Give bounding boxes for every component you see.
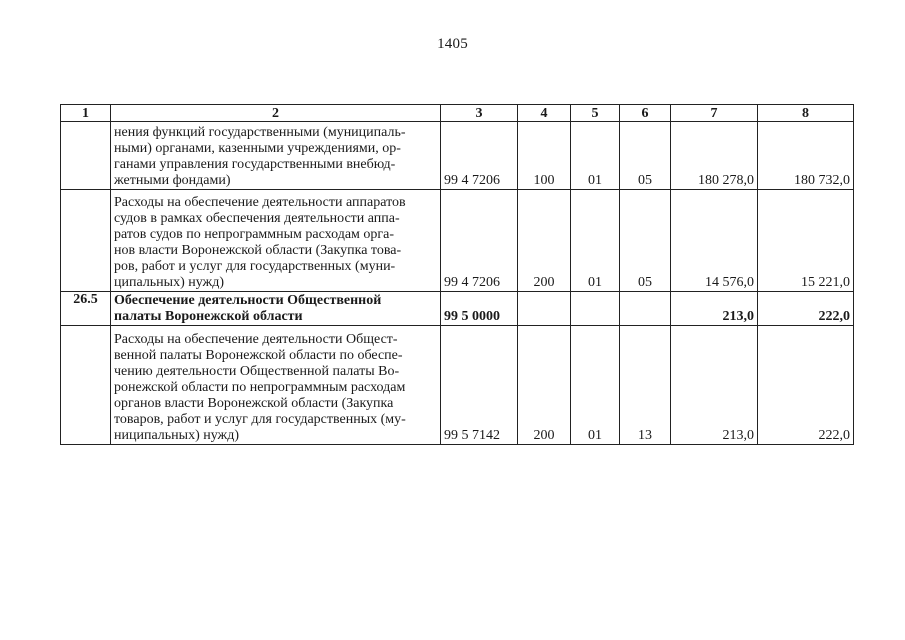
subsection-code: 05: [620, 190, 671, 292]
section-code: 01: [571, 190, 620, 292]
row-name-line: венной палаты Воронежской области по обеспе-: [114, 348, 403, 363]
amount-col8: 15 221,0: [758, 190, 854, 292]
target-article-code: 99 5 0000: [441, 292, 518, 326]
column-header: 1: [61, 105, 111, 122]
target-article-code: 99 4 7206: [441, 190, 518, 292]
page-number: 1405: [437, 36, 468, 52]
row-number: 26.5: [61, 292, 111, 326]
amount-col7: 213,0: [671, 292, 758, 326]
column-header: 7: [671, 105, 758, 122]
expense-type-code: 200: [518, 190, 571, 292]
row-name-line: нения функций государственными (муниципаль-: [114, 125, 406, 140]
amount-col8: 180 732,0: [758, 122, 854, 190]
row-name-line: ципальных) нужд): [114, 275, 225, 290]
row-number: [61, 122, 111, 190]
row-name-line: Расходы на обеспечение деятельности аппаратов: [114, 195, 406, 210]
section-code: 01: [571, 326, 620, 445]
subsection-code: [620, 292, 671, 326]
section-code: 01: [571, 122, 620, 190]
subsection-code: 13: [620, 326, 671, 445]
row-name: [111, 122, 441, 190]
amount-col8: 222,0: [758, 292, 854, 326]
amount-col7: 213,0: [671, 326, 758, 445]
column-header: 4: [518, 105, 571, 122]
row-name-line: товаров, работ и услуг для государственных (му-: [114, 412, 406, 427]
subsection-code: 05: [620, 122, 671, 190]
row-name-line: органов власти Воронежской области (Закупка: [114, 396, 394, 411]
expense-type-code: 200: [518, 326, 571, 445]
row-name-line: ратов судов по непрограммным расходам орга-: [114, 227, 395, 242]
table-header-row: [61, 105, 854, 122]
row-name: [111, 326, 441, 445]
table-row: [61, 292, 854, 326]
row-name-line: ными) органами, казенными учреждениями, ор-: [114, 141, 401, 156]
row-number: [61, 326, 111, 445]
row-name-line: чению деятельности Общественной палаты Во-: [114, 364, 400, 379]
row-name-line: ганами управления государственными внебюд-: [114, 157, 396, 172]
column-header: 3: [441, 105, 518, 122]
row-name-line: Обеспечение деятельности Общественной: [114, 293, 382, 308]
row-name-line: ниципальных) нужд): [114, 428, 239, 443]
expense-type-code: [518, 292, 571, 326]
column-header: 5: [571, 105, 620, 122]
expense-type-code: 100: [518, 122, 571, 190]
amount-col8: 222,0: [758, 326, 854, 445]
row-name-line: ров, работ и услуг для государственных (муни-: [114, 259, 396, 274]
row-name-line: палаты Воронежской области: [114, 309, 303, 324]
amount-col7: 180 278,0: [671, 122, 758, 190]
row-name: [111, 292, 441, 326]
table-row: [61, 326, 854, 445]
row-name: [111, 190, 441, 292]
row-number: [61, 190, 111, 292]
column-header: 2: [111, 105, 441, 122]
row-name-line: нов власти Воронежской области (Закупка това-: [114, 243, 402, 258]
row-name-line: ронежской области по непрограммным расходам: [114, 380, 406, 395]
column-header: 6: [620, 105, 671, 122]
row-name-line: жетными фондами): [114, 173, 231, 188]
target-article-code: 99 5 7142: [441, 326, 518, 445]
column-header: 8: [758, 105, 854, 122]
row-name-line: судов в рамках обеспечения деятельности аппа-: [114, 211, 400, 226]
target-article-code: 99 4 7206: [441, 122, 518, 190]
table-row: [61, 190, 854, 292]
table-row: [61, 122, 854, 190]
row-name-line: Расходы на обеспечение деятельности Общест-: [114, 332, 398, 347]
amount-col7: 14 576,0: [671, 190, 758, 292]
budget-table: [60, 104, 854, 445]
section-code: [571, 292, 620, 326]
